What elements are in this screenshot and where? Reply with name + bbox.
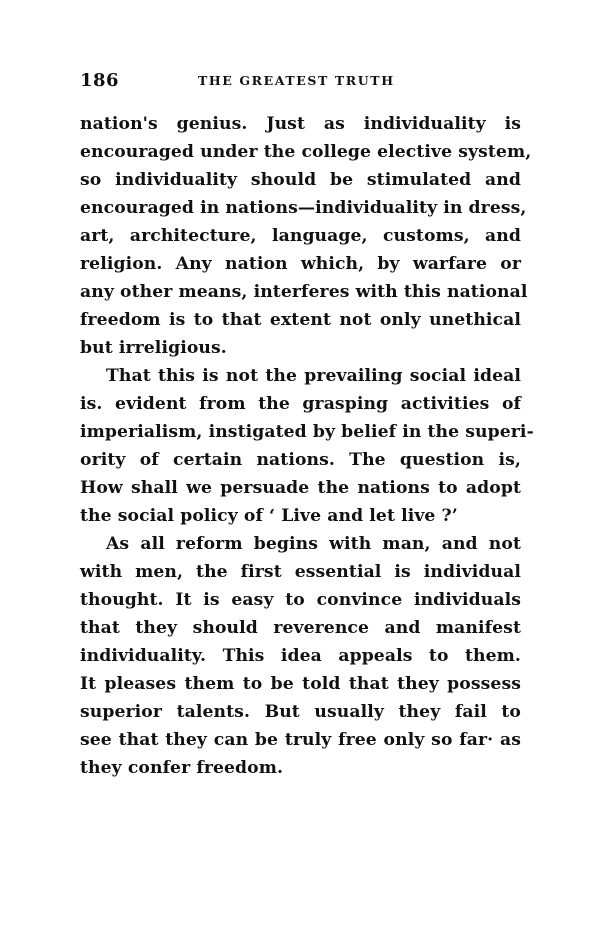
text-line: encouraged in nations—individuality in dress, [80, 198, 527, 218]
text-line: they confer freedom. [80, 758, 284, 778]
running-head [80, 70, 520, 96]
running-title: THE GREATEST TRUTH [198, 73, 395, 88]
body-text [80, 110, 534, 782]
text-line: individuality. This idea appeals to them. [80, 646, 521, 666]
text-line: imperialism, instigated by belief in the superi- [80, 422, 534, 442]
text-line: with men, the first essential is individual [80, 562, 521, 582]
text-line: thought. It is easy to convince individuals [80, 590, 521, 610]
text-line: the social policy of ‘ Live and let live ?’ [80, 506, 458, 526]
text-line: nation's genius. Just as individuality is [80, 114, 521, 134]
text-line: encouraged under the college elective system, [80, 142, 532, 162]
page-number: 186 [80, 70, 120, 91]
paragraph-2 [80, 362, 534, 530]
text-line: How shall we persuade the nations to adopt [80, 478, 521, 498]
text-line: see that they can be truly free only so far· as [80, 730, 521, 750]
paragraph-1 [80, 110, 532, 362]
text-line: freedom is to that extent not only unethical [80, 310, 521, 330]
text-line: That this is not the prevailing social ideal [106, 366, 521, 386]
paragraph-3 [80, 530, 521, 782]
text-line: ority of certain nations. The question is, [80, 450, 521, 470]
text-line: As all reform begins with man, and not [106, 534, 521, 554]
text-line: superior talents. But usually they fail to [80, 702, 521, 722]
text-line: that they should reverence and manifest [80, 618, 521, 638]
text-line: any other means, interferes with this national [80, 282, 528, 302]
text-line: It pleases them to be told that they possess [80, 674, 521, 694]
text-line: but irreligious. [80, 338, 227, 358]
text-line: art, architecture, language, customs, and [80, 226, 521, 246]
text-line: religion. Any nation which, by warfare or [80, 254, 521, 274]
text-line: is. evident from the grasping activities of [80, 394, 521, 414]
text-line: so individuality should be stimulated and [80, 170, 521, 190]
